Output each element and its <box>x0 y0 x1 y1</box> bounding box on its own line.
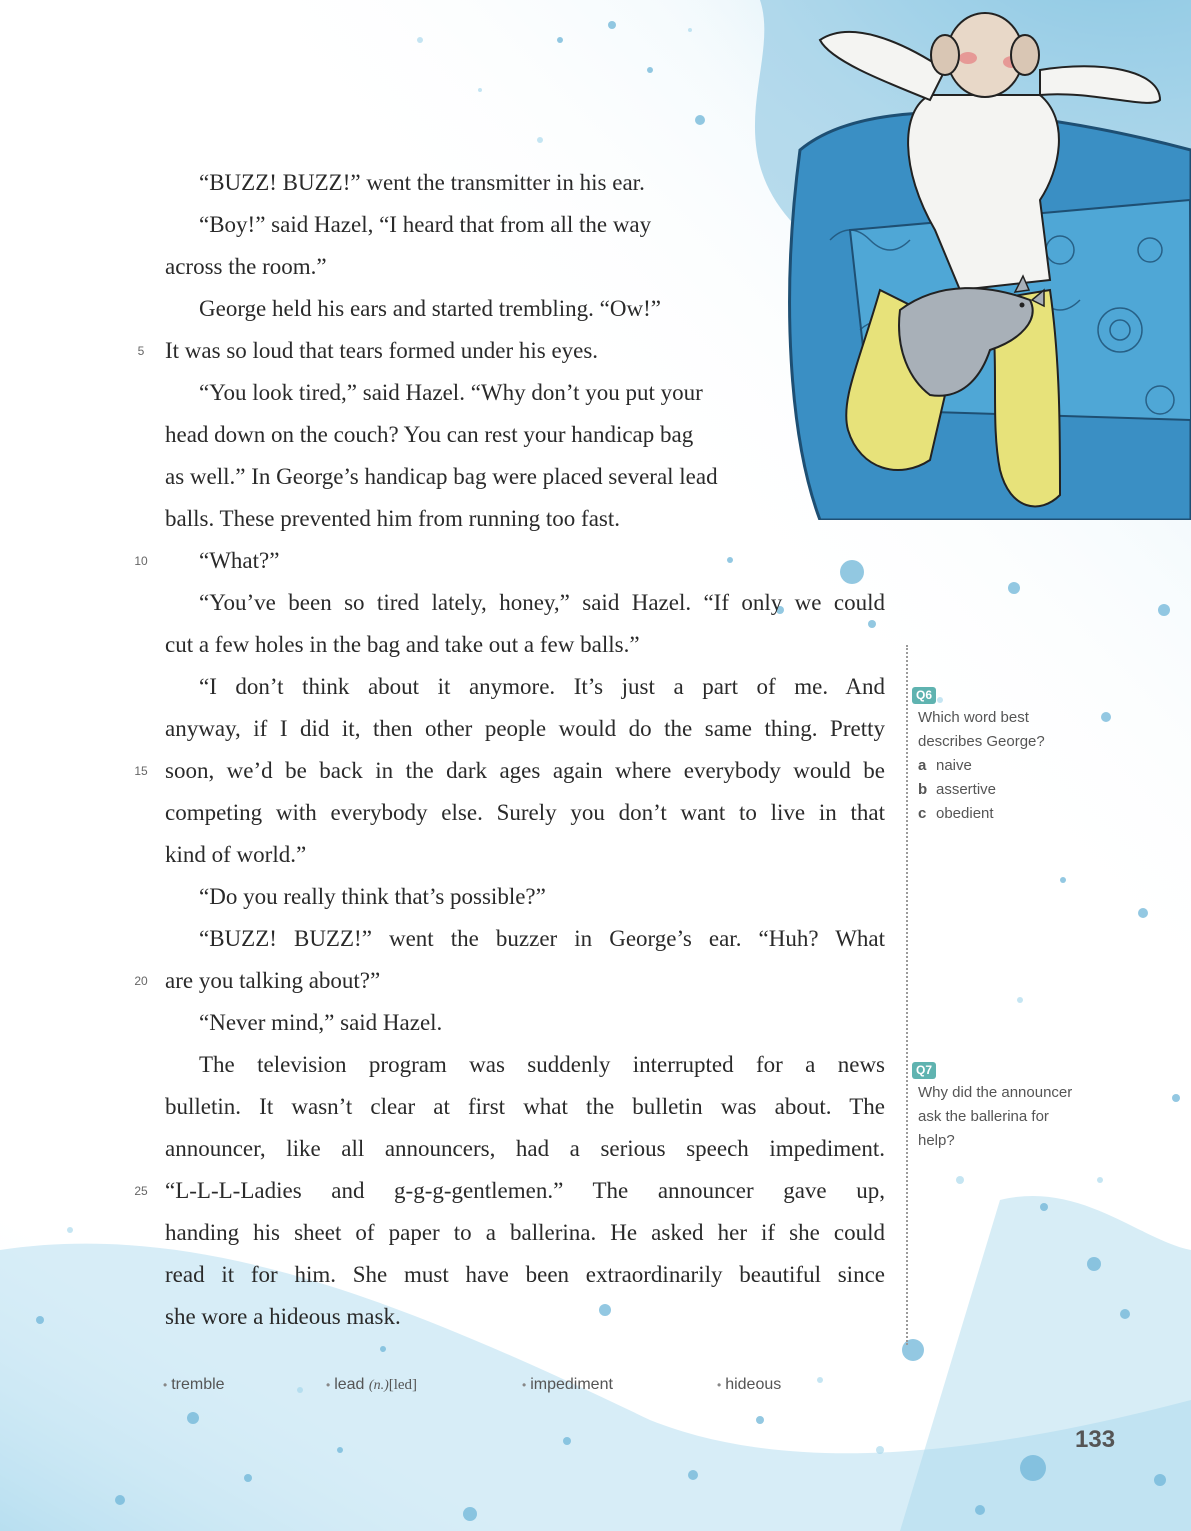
story-line: “BUZZ! BUZZ!” went the buzzer in George’s ear. “Huh? What <box>199 926 885 951</box>
margin-divider <box>906 645 908 1345</box>
question-q7 <box>918 1061 1178 1153</box>
vocab-part-of-speech: (n.) <box>368 1378 389 1393</box>
line-number: 15 <box>134 764 148 778</box>
story-line: kind of world.” <box>165 842 307 867</box>
answer-option-b[interactable] <box>918 778 1178 802</box>
story-line: she wore a hideous mask. <box>165 1304 401 1329</box>
story-line: balls. These prevented him from running too fast. <box>165 506 621 531</box>
option-text: obedient <box>936 805 994 822</box>
story-line: anyway, if I did it, then other people would do the same thing. Pretty <box>165 716 885 741</box>
vocab-word: tremble <box>171 1376 225 1393</box>
vocab-word: lead <box>334 1376 365 1393</box>
story-line: bulletin. It wasn’t clear at first what the bulletin was about. The <box>165 1094 885 1119</box>
page-number: 133 <box>1075 1426 1116 1453</box>
question-tag: Q7 <box>912 1062 936 1079</box>
story-line: head down on the couch? You can rest your handicap bag <box>165 422 694 447</box>
story-line: read it for him. She must have been extraordinarily beautiful since <box>165 1262 885 1287</box>
story-line: “Do you really think that’s possible?” <box>199 884 546 909</box>
answer-option-c[interactable] <box>918 802 1178 826</box>
option-letter: a <box>918 757 927 774</box>
bullet-icon: • <box>717 1378 722 1392</box>
story-line: It was so loud that tears formed under his eyes. <box>165 338 599 363</box>
story-line: soon, we’d be back in the dark ages again where everybody would be <box>165 758 885 783</box>
question-tag: Q6 <box>912 687 936 704</box>
vocab-pronunciation: [led] <box>388 1377 418 1393</box>
story-line: announcer, like all announcers, had a serious speech impediment. <box>165 1136 885 1161</box>
option-letter: b <box>918 781 928 798</box>
story-line: “I don’t think about it anymore. It’s just a part of me. And <box>199 674 885 699</box>
line-number: 20 <box>134 974 148 988</box>
vocab-item-impediment <box>522 1376 613 1394</box>
story-line: competing with everybody else. Surely you don’t want to live in that <box>165 800 885 825</box>
story-line: handing his sheet of paper to a ballerina. He asked her if she could <box>165 1220 885 1245</box>
option-letter: c <box>918 805 927 822</box>
story-line: “Never mind,” said Hazel. <box>199 1010 443 1035</box>
story-line: The television program was suddenly interrupted for a news <box>199 1052 885 1077</box>
question-text-line: help? <box>918 1132 955 1149</box>
vocab-word: hideous <box>725 1376 782 1393</box>
story-line: “What?” <box>199 548 280 573</box>
question-text-line: Why did the announcer <box>918 1084 1073 1101</box>
story-line: cut a few holes in the bag and take out a few balls.” <box>165 632 640 657</box>
story-line: “L-L-L-Ladies and g-g-g-gentlemen.” The announcer gave up, <box>165 1178 885 1203</box>
question-text <box>918 1081 1178 1153</box>
question-text-line: describes George? <box>918 733 1045 750</box>
story-line: “BUZZ! BUZZ!” went the transmitter in his ear. <box>199 170 645 195</box>
line-number: 10 <box>134 554 148 568</box>
question-text <box>918 706 1178 754</box>
question-q6 <box>918 686 1178 826</box>
bullet-icon: • <box>163 1378 168 1392</box>
story-line: “You’ve been so tired lately, honey,” said Hazel. “If only we could <box>199 590 885 615</box>
story-line: across the room.” <box>165 254 327 279</box>
question-text-line: Which word best <box>918 709 1029 726</box>
line-number: 25 <box>134 1184 148 1198</box>
vocab-item-hideous <box>717 1376 781 1394</box>
vocab-item-tremble <box>163 1376 225 1394</box>
line-number: 5 <box>137 344 145 358</box>
bullet-icon: • <box>326 1378 331 1392</box>
question-text-line: ask the ballerina for <box>918 1108 1049 1125</box>
story-line: “Boy!” said Hazel, “I heard that from all the way <box>199 212 652 237</box>
story-line: are you talking about?” <box>165 968 381 993</box>
option-text: naive <box>936 757 972 774</box>
option-text: assertive <box>936 781 997 798</box>
bullet-icon: • <box>522 1378 527 1392</box>
story-line: “You look tired,” said Hazel. “Why don’t you put your <box>199 380 703 405</box>
answer-option-a[interactable] <box>918 754 1178 778</box>
story-line: George held his ears and started trembling. “Ow!” <box>199 296 661 321</box>
vocab-word: impediment <box>530 1376 613 1393</box>
story-line: as well.” In George’s handicap bag were placed several lead <box>165 464 718 489</box>
vocab-item-lead <box>326 1376 417 1394</box>
